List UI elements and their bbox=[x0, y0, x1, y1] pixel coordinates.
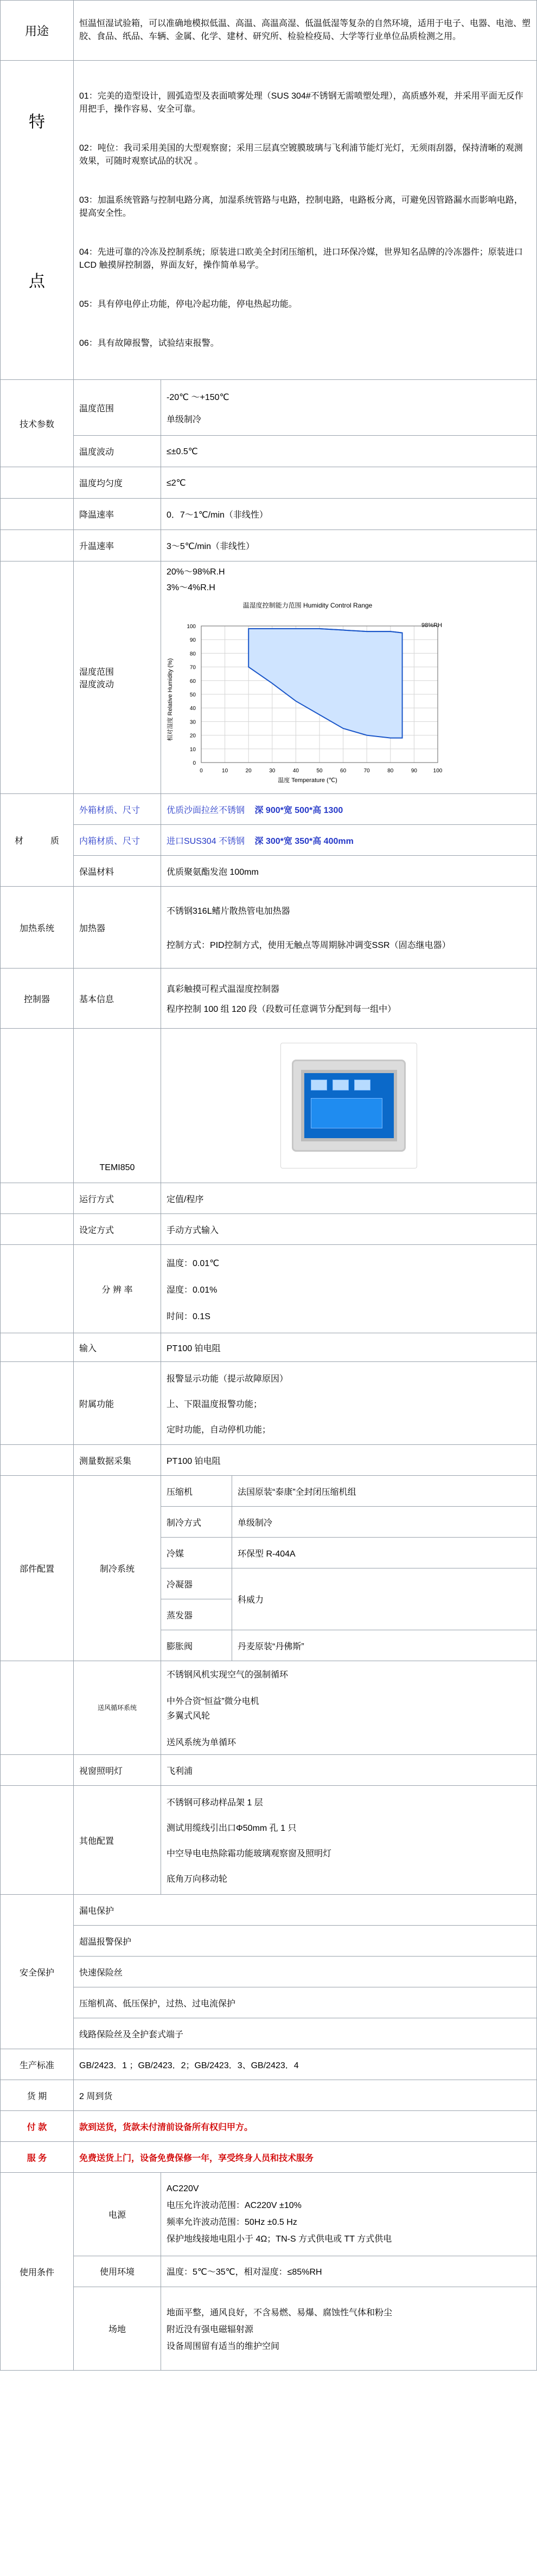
chart-legend: 98%RH bbox=[421, 622, 442, 629]
y-tick-label: 90 bbox=[189, 637, 196, 644]
controller-line-2: 程序控制 100 组 120 段（段数可任意调节分配到每一组中） bbox=[167, 1005, 397, 1014]
site-values bbox=[161, 2287, 537, 2371]
spec-heat-rate-label: 升温速率 bbox=[74, 530, 161, 561]
row-label-payment: 付 款 bbox=[1, 2111, 74, 2142]
perf-input-value: PT100 铂电阻 bbox=[161, 1333, 537, 1362]
light-label: 视窗照明灯 bbox=[74, 1755, 161, 1786]
y-tick-label: 40 bbox=[189, 706, 196, 712]
materials-insulation-label: 保温材料 bbox=[74, 856, 161, 887]
spec-temp-uniform-label: 温度均匀度 bbox=[74, 467, 161, 499]
row-label-controller: 控制器 bbox=[1, 969, 74, 1029]
x-tick-label: 70 bbox=[363, 768, 370, 774]
heating-value bbox=[161, 887, 537, 969]
x-tick-label: 60 bbox=[340, 768, 347, 774]
feature-line-6: 06：具有故障报警，试验结束报警。 bbox=[79, 339, 219, 348]
perf-sensor-value: PT100 铂电阻 bbox=[161, 1445, 537, 1476]
humidity-line-2: 3%～4%R.H bbox=[167, 583, 215, 592]
materials-outer-label: 外箱材质、尺寸 bbox=[74, 794, 161, 825]
other-line-4: 底角万向移动轮 bbox=[167, 1875, 228, 1884]
feature-line-3: 03：加温系统管路与控制电路分离，加湿系统管路与电路，控制电路，电路板分离，可避免因管路漏水而影响电路，提高安全性。 bbox=[79, 196, 523, 218]
power-values bbox=[161, 2173, 537, 2256]
row-label-safety: 安全保护 bbox=[1, 1895, 74, 2049]
materials-insulation-value: 优质聚氨酯发泡 100mm bbox=[161, 856, 537, 887]
safety-item-5: 线路保险丝及全护套式端子 bbox=[74, 2018, 537, 2049]
cool-comp-label: 压缩机 bbox=[161, 1476, 232, 1507]
screen-button-2 bbox=[333, 1080, 349, 1090]
controller-value bbox=[161, 969, 537, 1029]
row-label-materials bbox=[1, 794, 74, 887]
standard-value: GB/2423．1 ；GB/2423．2；GB/2423．3、GB/2423．4 bbox=[74, 2049, 537, 2080]
controller-sub: 基本信息 bbox=[74, 969, 161, 1029]
perf-input-label: 输入 bbox=[74, 1333, 161, 1362]
cool-comp-value: 法国原装“泰康”全封闭压缩机组 bbox=[232, 1476, 537, 1507]
x-tick-label: 80 bbox=[387, 768, 394, 774]
air-line-1: 不锈钢风机实现空气的强制循环 bbox=[167, 1670, 289, 1680]
power-line-2: 电压允许波动范围：AC220V ±10% bbox=[167, 2200, 302, 2210]
other-line-3: 中空导电电热除霜功能玻璃观察窗及照明灯 bbox=[167, 1849, 332, 1858]
air-line-4: 送风系统为单循环 bbox=[167, 1738, 236, 1747]
x-tick-label: 0 bbox=[200, 768, 203, 774]
inner-size: 深 300*宽 350*高 400mm bbox=[254, 836, 354, 846]
safety-item-3: 快速保险丝 bbox=[74, 1957, 537, 1987]
safety-item-2: 超温报警保护 bbox=[74, 1926, 537, 1957]
y-tick-label: 100 bbox=[187, 624, 196, 630]
extra-line-1: 报警显示功能（提示故障原因） bbox=[167, 1374, 289, 1384]
site-label: 场地 bbox=[74, 2287, 161, 2371]
row-label-service: 服 务 bbox=[1, 2142, 74, 2173]
row-label-standard: 生产标准 bbox=[1, 2049, 74, 2080]
screen-panel bbox=[311, 1098, 382, 1128]
controller-screen bbox=[301, 1070, 397, 1141]
power-line-1: AC220V bbox=[167, 2184, 199, 2193]
humidity-line-1: 20%～98%R.H bbox=[167, 567, 225, 577]
parts-cool-label: 制冷系统 bbox=[74, 1476, 161, 1661]
humidity-label-1: 湿度范围 bbox=[79, 668, 114, 677]
spec-cool-rate-label: 降温速率 bbox=[74, 499, 161, 530]
cool-valve-value: 丹麦原装“丹佛斯” bbox=[232, 1630, 537, 1661]
chart-ylabel: 相对湿度 Relative Humidity (%) bbox=[167, 658, 174, 741]
x-tick-label: 40 bbox=[292, 768, 299, 774]
spec-temp-range-label: 温度范围 bbox=[74, 380, 161, 436]
feature-line-5: 05：具有停电停止功能，停电冷起功能，停电热起功能。 bbox=[79, 300, 297, 309]
cool-valve-label: 膨胀阀 bbox=[161, 1630, 232, 1661]
outer-material: 优质沙面拉丝不锈钢 bbox=[167, 805, 245, 815]
row-label-conditions: 使用条件 bbox=[1, 2173, 74, 2371]
perf-run-label: 运行方式 bbox=[74, 1183, 161, 1214]
safety-item-4: 压缩机高、低压保护，过热、过电流保护 bbox=[74, 1987, 537, 2018]
y-tick-label: 70 bbox=[189, 664, 196, 671]
feature-line-1: 01：完美的造型设计，圆弧造型及表面喷雾处理（SUS 304#不锈钢无需喷塑处理），高质感外观，并采用平面无反作用把手，操作容易、安全可靠。 bbox=[79, 92, 523, 114]
materials-left: 材 bbox=[15, 836, 24, 846]
materials-right: 质 bbox=[50, 836, 59, 846]
power-line-3: 频率允许波动范围：50Hz ±0.5 Hz bbox=[167, 2217, 297, 2227]
other-line-1: 不锈钢可移动样品架 1 层 bbox=[167, 1798, 263, 1807]
y-tick-label: 20 bbox=[189, 733, 196, 739]
spec-temp-range-value bbox=[161, 380, 537, 436]
y-tick-label: 10 bbox=[189, 746, 196, 753]
feature-line-4: 04：先进可靠的冷冻及控制系统；原装进口欧美全封闭压缩机，进口环保冷媒，世界知名品牌的冷冻器件；原装进口 LCD 触摸屏控制器，界面友好，操作简单易学。 bbox=[79, 248, 526, 270]
materials-inner-label: 内箱材质、尺寸 bbox=[74, 825, 161, 856]
feature-line-2: 02：吨位：我司采用美国的大型观察窗；采用三层真空镀膜玻璃与飞利浦节能灯光灯，无须雨刮器，保持清晰的观测效果，可随时观察试品的状况 。 bbox=[79, 144, 523, 166]
spec-temp-fluct-label: 温度波动 bbox=[74, 436, 161, 467]
power-line-4: 保护地线接地电阻小于 4Ω；TN-S 方式供电或 TT 方式供电 bbox=[167, 2234, 392, 2244]
spec-heat-rate-value: 3～5℃/min（非线性） bbox=[161, 530, 537, 561]
air-line-2: 中外合资“恒益”微分电机 bbox=[167, 1697, 259, 1706]
x-tick-label: 50 bbox=[316, 768, 323, 774]
cool-refrig-label: 冷媒 bbox=[161, 1538, 232, 1568]
other-line-2: 测试用缆线引出口Φ50mm 孔 1 只 bbox=[167, 1824, 297, 1833]
y-tick-label: 0 bbox=[193, 760, 196, 766]
screen-button-3 bbox=[354, 1080, 370, 1090]
features-top: 特 bbox=[29, 113, 45, 131]
x-tick-label: 30 bbox=[269, 768, 276, 774]
humidity-label-2: 湿度波动 bbox=[79, 680, 114, 689]
temp-range: -20℃ ～+150℃ bbox=[167, 393, 229, 402]
spec-humidity-label bbox=[74, 561, 161, 794]
perf-resolution-label: 分 辨 率 bbox=[74, 1245, 161, 1333]
controller-image-cell bbox=[161, 1029, 537, 1183]
perf-extra-value bbox=[161, 1362, 537, 1445]
materials-outer-value bbox=[161, 794, 537, 825]
controller-model-cell bbox=[74, 1029, 161, 1183]
air-values bbox=[161, 1661, 537, 1755]
cool-method-value: 单级制冷 bbox=[232, 1507, 537, 1538]
spec-temp-uniform-value: ≤2℃ bbox=[161, 467, 537, 499]
delivery-value: 2 周到货 bbox=[74, 2080, 537, 2111]
site-line-1: 地面平整，通风良好，不含易燃、易爆、腐蚀性气体和粉尘 bbox=[167, 2308, 393, 2318]
site-line-2: 附近没有强电磁辐射源 bbox=[167, 2325, 254, 2335]
y-tick-label: 50 bbox=[189, 692, 196, 698]
controller-model: TEMI850 bbox=[99, 1163, 135, 1172]
payment-value: 款到送货，货款未付清前设备所有权归甲方。 bbox=[74, 2111, 537, 2142]
row-label-features bbox=[1, 61, 74, 380]
cool-refrig-value: 环保型 R-404A bbox=[232, 1538, 537, 1568]
perf-sensor-label: 测量数据采集 bbox=[74, 1445, 161, 1476]
extra-line-2: 上、下限温度报警功能； bbox=[167, 1399, 263, 1409]
perf-resolution-value bbox=[161, 1245, 537, 1333]
other-values bbox=[161, 1786, 537, 1895]
humidity-chart bbox=[167, 601, 449, 790]
other-label: 其他配置 bbox=[74, 1786, 161, 1895]
heating-line-1: 不锈钢316L鳍片散热管电加热器 bbox=[167, 907, 290, 916]
x-tick-label: 10 bbox=[222, 768, 228, 774]
res-hum: 湿度：0.01% bbox=[167, 1285, 218, 1295]
x-tick-label: 100 bbox=[433, 768, 443, 774]
features-text bbox=[74, 61, 537, 380]
cool-evap-label: 蒸发器 bbox=[161, 1599, 232, 1630]
screen-button-1 bbox=[311, 1080, 327, 1090]
heating-sub: 加热器 bbox=[74, 887, 161, 969]
chart-xlabel: 温度 Temperature (℃) bbox=[278, 777, 337, 784]
safety-item-1: 漏电保护 bbox=[74, 1895, 537, 1926]
controller-line-1: 真彩触摸可程式温湿度控制器 bbox=[167, 985, 280, 994]
cool-method-label: 制冷方式 bbox=[161, 1507, 232, 1538]
controller-image bbox=[280, 1043, 417, 1168]
perf-set-label: 设定方式 bbox=[74, 1214, 161, 1245]
perf-set-value: 手动方式输入 bbox=[161, 1214, 537, 1245]
light-value: 飞利浦 bbox=[161, 1755, 537, 1786]
row-label-heating: 加热系统 bbox=[1, 887, 74, 969]
outer-size: 深 900*宽 500*高 1300 bbox=[254, 805, 343, 815]
cool-cond-label: 冷凝器 bbox=[161, 1568, 232, 1599]
features-bottom: 点 bbox=[29, 273, 45, 290]
env-value: 温度：5℃～35℃，相对湿度：≤85%RH bbox=[161, 2256, 537, 2287]
x-tick-label: 90 bbox=[411, 768, 417, 774]
row-label-parts: 部件配置 bbox=[1, 1476, 74, 1661]
row-label-usage: 用途 bbox=[1, 1, 74, 61]
chart-svg bbox=[167, 613, 449, 786]
y-tick-label: 80 bbox=[189, 651, 196, 657]
usage-text: 恒温恒湿试验箱，可以准确地模拟低温、高温、高温高湿、低温低湿等复杂的自然环境，适用于电子、电器、电池、塑胶、食品、纸品、车辆、金属、化学、建材、研究所、检验检疫局、大学等行业单位品质检测之用。 bbox=[74, 1, 537, 61]
spec-humidity-value bbox=[161, 561, 537, 794]
y-tick-label: 60 bbox=[189, 678, 196, 685]
row-label-delivery: 货 期 bbox=[1, 2080, 74, 2111]
env-label: 使用环境 bbox=[74, 2256, 161, 2287]
perf-run-value: 定值/程序 bbox=[161, 1183, 537, 1214]
air-label: 送风循环系统 bbox=[74, 1661, 161, 1755]
perf-extra-label: 附属功能 bbox=[74, 1362, 161, 1445]
site-line-3: 设备周围留有适当的维护空间 bbox=[167, 2342, 280, 2352]
spec-cool-rate-value: 0．7～1℃/min（非线性） bbox=[161, 499, 537, 530]
temp-mode: 单级制冷 bbox=[167, 415, 202, 424]
inner-material: 进口SUS304 不锈钢 bbox=[167, 836, 245, 846]
air-line-3: 多翼式风轮 bbox=[167, 1712, 210, 1721]
row-label-specs: 技术参数 bbox=[1, 380, 74, 467]
res-temp: 温度：0.01℃ bbox=[167, 1258, 220, 1268]
service-value: 免费送货上门，设备免费保修一年，享受终身人员和技术服务 bbox=[74, 2142, 537, 2173]
res-time: 时间：0.1S bbox=[167, 1312, 210, 1321]
x-tick-label: 20 bbox=[245, 768, 252, 774]
extra-line-3: 定时功能，自动停机功能； bbox=[167, 1425, 271, 1435]
heating-line-2: 控制方式：PID控制方式，使用无触点等周期脉冲调变SSR（固态继电器） bbox=[167, 941, 451, 950]
cool-cond-value: 科威力 bbox=[232, 1568, 537, 1630]
power-label: 电源 bbox=[74, 2173, 161, 2256]
y-tick-label: 30 bbox=[189, 719, 196, 726]
spec-temp-fluct-value: ≤±0.5℃ bbox=[161, 436, 537, 467]
chart-title: 温湿度控制能力范围 Humidity Control Range bbox=[242, 602, 373, 609]
controller-device bbox=[292, 1060, 406, 1152]
materials-inner-value bbox=[161, 825, 537, 856]
